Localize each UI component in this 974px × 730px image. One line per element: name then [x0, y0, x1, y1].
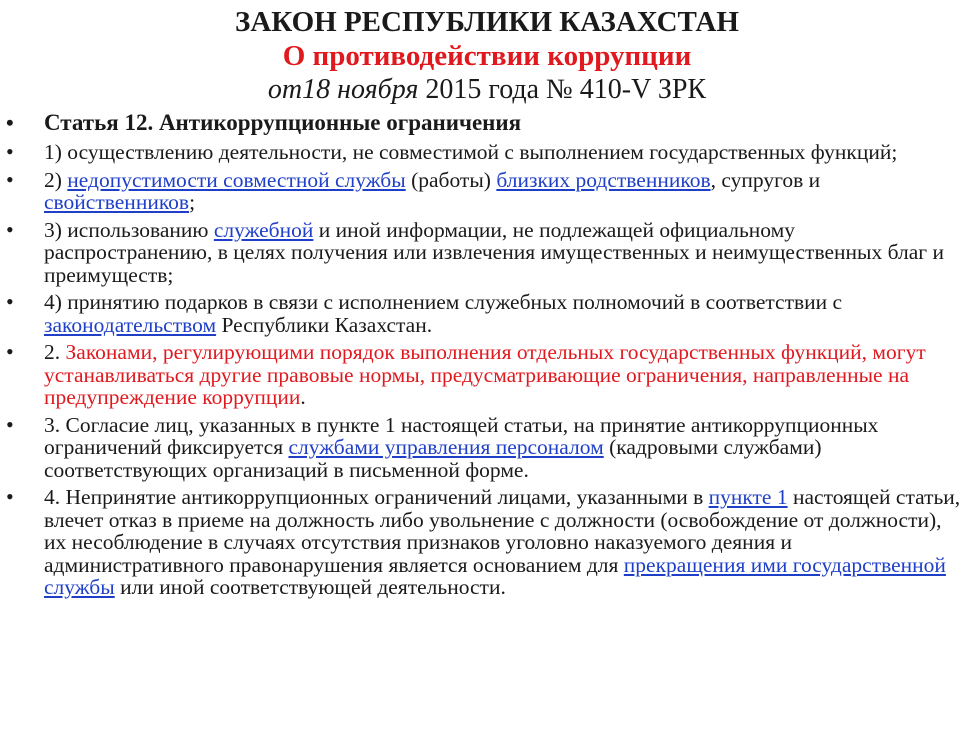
- link-termination-of-service[interactable]: прекращения ими государственной службы: [44, 552, 946, 599]
- item-7-text: настоящей статьи, влечет отказ в приеме на должность либо увольнение с должности (освобождение от должности), их несоблюдение в случаях отсутствия признаков уголовно наказуемого деяния и административного правонарушения является основанием для: [44, 485, 961, 577]
- document-header: [0, 0, 974, 107]
- list-item-5: [44, 341, 962, 409]
- law-date: [0, 73, 974, 107]
- link-legislation[interactable]: законодательством: [44, 312, 217, 337]
- link-in-laws[interactable]: свойственников: [44, 190, 190, 214]
- item-5-number: 2.: [44, 340, 66, 364]
- item-2-text: 2): [44, 167, 68, 192]
- link-close-relatives[interactable]: близких родственников: [496, 167, 711, 192]
- item-7-text: 4. Непринятие антикоррупционных ограничений лицами, указанными в: [44, 485, 709, 509]
- item-1-text: 1) осуществлению деятельности, не совместимой с выполнением государственных функций;: [44, 140, 898, 164]
- item-3-text: и иной информации, не подлежащей официальному распространению, в целях получения или извлечения имущественных и неимущественных благ и преимуществ;: [44, 217, 944, 287]
- item-4-text: Республики Казахстан.: [216, 312, 433, 337]
- item-7-text: или иной соответствующей деятельности.: [114, 575, 506, 599]
- item-6-text: 3. Согласие лиц, указанных в пункте 1 настоящей статьи, на принятие антикоррупционных ограничений фиксируется: [44, 412, 879, 459]
- list-item-1: [44, 141, 962, 164]
- article-list: [0, 110, 974, 599]
- item-2-text: (работы): [405, 167, 497, 192]
- law-title: ЗАКОН РЕСПУБЛИКИ КАЗАХСТАН: [235, 6, 739, 38]
- link-official-info[interactable]: служебной: [213, 217, 314, 242]
- law-subtitle: О противодействии коррупции: [282, 40, 692, 72]
- link-joint-service[interactable]: недопустимости совместной службы: [67, 167, 406, 192]
- item-3-text: 3) использованию: [44, 217, 214, 242]
- article-heading: • Статья 12. Антикоррупционные ограничения: [44, 110, 962, 136]
- item-2-text: , супругов и: [710, 167, 821, 192]
- law-date-italic: от18 ноября: [267, 74, 419, 105]
- item-5-red-text: Законами, регулирующими порядок выполнения отдельных государственных функций, могут устанавливаться другие правовые нормы, предусматривающие ограничения, направленные на предупреждение коррупции: [44, 340, 926, 409]
- link-hr-services[interactable]: службами управления персоналом: [288, 435, 604, 459]
- list-item-6: [44, 414, 962, 482]
- list-item-3: [44, 219, 962, 287]
- item-5-text: .: [300, 385, 306, 409]
- list-item-4: [44, 291, 962, 336]
- link-paragraph-1[interactable]: пункте 1: [708, 485, 788, 509]
- list-item-7: [44, 486, 962, 599]
- list-item-2: [44, 169, 962, 214]
- item-4-text: 4) принятию подарков в связи с исполнением служебных полномочий в соответствии с: [44, 290, 843, 314]
- item-2-text: ;: [189, 190, 196, 214]
- law-date-number: 2015 года № 410-V ЗРК: [418, 74, 707, 105]
- item-6-text: (кадровыми службами) соответствующих организаций в письменной форме.: [44, 435, 822, 482]
